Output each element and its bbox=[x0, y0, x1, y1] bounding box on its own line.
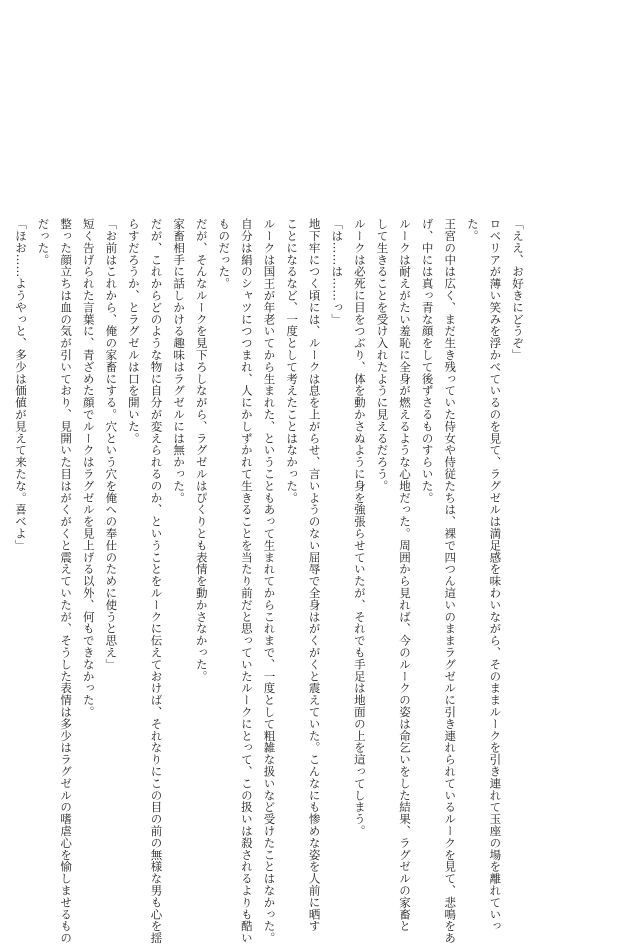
text-line: ことになるなど、一度として考えたことはなかった。 bbox=[285, 218, 300, 504]
vertical-text-block bbox=[9, 218, 529, 944]
text-line: ルークは耐えがたい羞恥に全身が燃えるような心地だった。周囲から見れば、今のルークの姿は命乞いをした結果、ラグゼルの家畜と bbox=[398, 218, 413, 932]
text-line: 地下牢につく頃には、ルークは息を上がらせ、言いようのない屈辱で全身はがくがくと震えていた。こんなにも惨めな姿を人前に晒す bbox=[307, 218, 322, 932]
text-line: ルークは国王が年老いてから生まれた、ということもあって生まれてからこれまで、一度として粗雑な扱いなど受けたことはなかった。 bbox=[262, 218, 277, 944]
text-line: ルークは必死に目をつぶり、体を動かさぬように身を強張らせていたが、それでも手足は地面の上を這ってしまう。 bbox=[352, 218, 367, 837]
text-line: げ、中には真っ青な顔をして後ずさるものすらいた。 bbox=[420, 218, 435, 504]
text-line: らすだろうか、とラグゼルは口を開いた。 bbox=[126, 218, 141, 445]
text-line: 「ええ、お好きにどうぞ」 bbox=[511, 218, 525, 361]
text-line: だが、これからどのような物に自分が変えられるのか、ということをルークに伝えておけば、それなりにこの目の前の無様な男も心を揺 bbox=[149, 218, 164, 944]
text-line: 王宮の中は広く、まだ生き残っていた侍女や侍従たちは、裸で四つん這いのままラグゼルに引き連れられているルークを見て、悲鳴をあ bbox=[443, 218, 458, 944]
text-line: 「ほお……ようやっと、多少は価値が見えて来たな。喜べよ」 bbox=[13, 218, 28, 552]
text-line: 家畜相手に話しかける趣味はラグゼルには無かった。 bbox=[172, 218, 187, 504]
text-line: だが、そんなルークを見下ろしながら、ラグゼルはぴくりとも表情を動かさなかった。 bbox=[194, 218, 209, 683]
text-line: して生きることを受け入れたように見えるだろう。 bbox=[375, 218, 390, 492]
text-line: 短く告げられた言葉に、青ざめた顔でルークはラグゼルを見上げる以外、何もできなかった。 bbox=[81, 218, 96, 718]
text-line: ものだった。 bbox=[217, 218, 232, 290]
text-line: 「は……は……っ」 bbox=[330, 218, 345, 326]
text-line: 自分は絹のシャツにつつまれ、人にかしずかれて生きることを当たり前だと思っていたルークにとって、この扱いは殺されるよりも酷い bbox=[239, 218, 254, 944]
text-line: 「お前はこれから、俺の家畜にする。穴という穴を俺への奉仕のために使うと思え」 bbox=[104, 218, 119, 671]
text-line: た。 bbox=[465, 218, 480, 242]
text-line: だった。 bbox=[36, 218, 51, 266]
text-line: 整った顔立ちは血の気が引いており、見開いた目はがくがくと震えていたが、そうした表情は多少はラグゼルの嗜虐心を愉しませるもの bbox=[59, 218, 74, 944]
text-line: ロベリアが薄い笑みを浮かべているのを見て、ラグゼルは満足感を味わいながら、そのままルークを引き連れて玉座の場を離れていっ bbox=[488, 218, 503, 932]
